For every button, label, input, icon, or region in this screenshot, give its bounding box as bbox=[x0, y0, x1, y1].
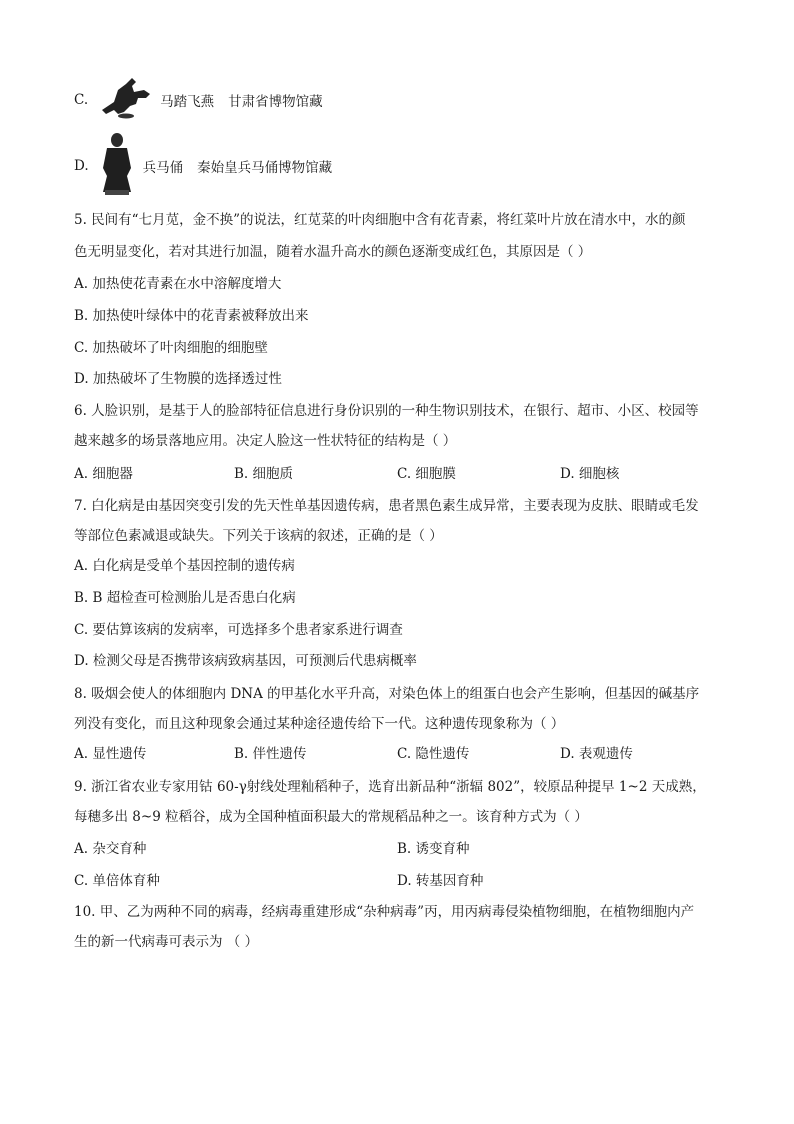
q7-stem-line2: 等部位色素减退或缺失。下列关于该病的叙述，正确的是（ ） bbox=[74, 528, 443, 544]
q9-stem-line2: 每穗多出 8~9 粒稻谷，成为全国种植面积最大的常规稻品种之一。该育种方式为（ ） bbox=[74, 809, 588, 825]
option-c-row bbox=[74, 76, 323, 124]
q5-option-a: A. 加热使花青素在水中溶解度增大 bbox=[74, 276, 282, 292]
q7-stem-line1: 7. 白化病是由基因突变引发的先天性单基因遗传病，患者黑色素生成异常，主要表现为皮肤、眼睛或毛发 bbox=[74, 498, 699, 514]
q5-option-d: D. 加热破坏了生物膜的选择透过性 bbox=[74, 371, 282, 387]
artifact-place: 甘肃省博物馆藏 bbox=[228, 94, 323, 110]
q7-option-c: C. 要估算该病的发病率，可选择多个患者家系进行调查 bbox=[74, 622, 403, 638]
q6-option-a: A. 细胞器 bbox=[74, 466, 133, 482]
q9-stem-line1: 9. 浙江省农业专家用钴 60-γ射线处理籼稻种子，选育出新品种“浙辐 802”，较原品种提早 1~2 天成熟， bbox=[74, 779, 706, 795]
q5-option-b: B. 加热使叶绿体中的花青素被释放出来 bbox=[74, 308, 309, 324]
q6-option-d: D. 细胞核 bbox=[560, 466, 620, 482]
q8-stem-line2: 列没有变化，而且这种现象会通过某种途径遗传给下一代。这种遗传现象称为（ ） bbox=[74, 716, 565, 732]
q9-option-b: B. 诱变育种 bbox=[397, 841, 470, 857]
q8-option-d: D. 表观遗传 bbox=[560, 746, 633, 762]
q7-option-d: D. 检测父母是否携带该病致病基因，可预测后代患病概率 bbox=[74, 653, 417, 669]
q10-stem-line2: 生的新一代病毒可表示为 （ ） bbox=[74, 934, 259, 950]
q6-stem-line1: 6. 人脸识别，是基于人的脸部特征信息进行身份识别的一种生物识别技术，在银行、超市、小区、校园等 bbox=[74, 403, 699, 419]
q9-option-d: D. 转基因育种 bbox=[397, 873, 484, 889]
q5-stem-line2: 色无明显变化，若对其进行加温，随着水温升高水的颜色逐渐变成红色，其原因是（ ） bbox=[74, 244, 592, 260]
q7-option-b: B. B 超检查可检测胎儿是否患白化病 bbox=[74, 590, 296, 606]
terracotta-warrior-icon bbox=[97, 132, 137, 200]
q6-option-c: C. 细胞膜 bbox=[397, 466, 456, 482]
bronze-horse-icon bbox=[96, 76, 154, 124]
q8-stem-line1: 8. 吸烟会使人的体细胞内 DNA 的甲基化水平升高，对染色体上的组蛋白也会产生影响，但基因的碱基序 bbox=[74, 686, 700, 702]
artifact-name: 马踏飞燕 bbox=[160, 94, 215, 110]
q7-option-a: A. 白化病是受单个基因控制的遗传病 bbox=[74, 558, 295, 574]
option-d-row bbox=[74, 132, 332, 200]
artifact-place: 秦始皇兵马俑博物馆藏 bbox=[197, 160, 333, 176]
artifact-name: 兵马俑 bbox=[142, 160, 184, 176]
q6-stem-line2: 越来越多的场景落地应用。决定人脸这一性状特征的结构是（ ） bbox=[74, 433, 457, 449]
q5-option-c: C. 加热破坏了叶肉细胞的细胞壁 bbox=[74, 340, 268, 356]
q6-option-b: B. 细胞质 bbox=[234, 466, 294, 482]
q9-option-c: C. 单倍体育种 bbox=[74, 873, 160, 889]
q10-stem-line1: 10. 甲、乙为两种不同的病毒，经病毒重建形成“杂种病毒”丙，用丙病毒侵染植物细胞，在植物细胞内产 bbox=[74, 904, 695, 920]
q8-option-b: B. 伴性遗传 bbox=[234, 746, 307, 762]
q9-option-a: A. 杂交育种 bbox=[74, 841, 147, 857]
q8-option-a: A. 显性遗传 bbox=[74, 746, 147, 762]
q8-option-c: C. 隐性遗传 bbox=[397, 746, 470, 762]
option-letter: D. bbox=[74, 158, 89, 174]
option-letter: C. bbox=[74, 92, 89, 108]
q5-stem-line1: 5. 民间有“七月苋，金不换”的说法，红苋菜的叶肉细胞中含有花青素，将红菜叶片放在清水中，水的颜 bbox=[74, 212, 686, 228]
